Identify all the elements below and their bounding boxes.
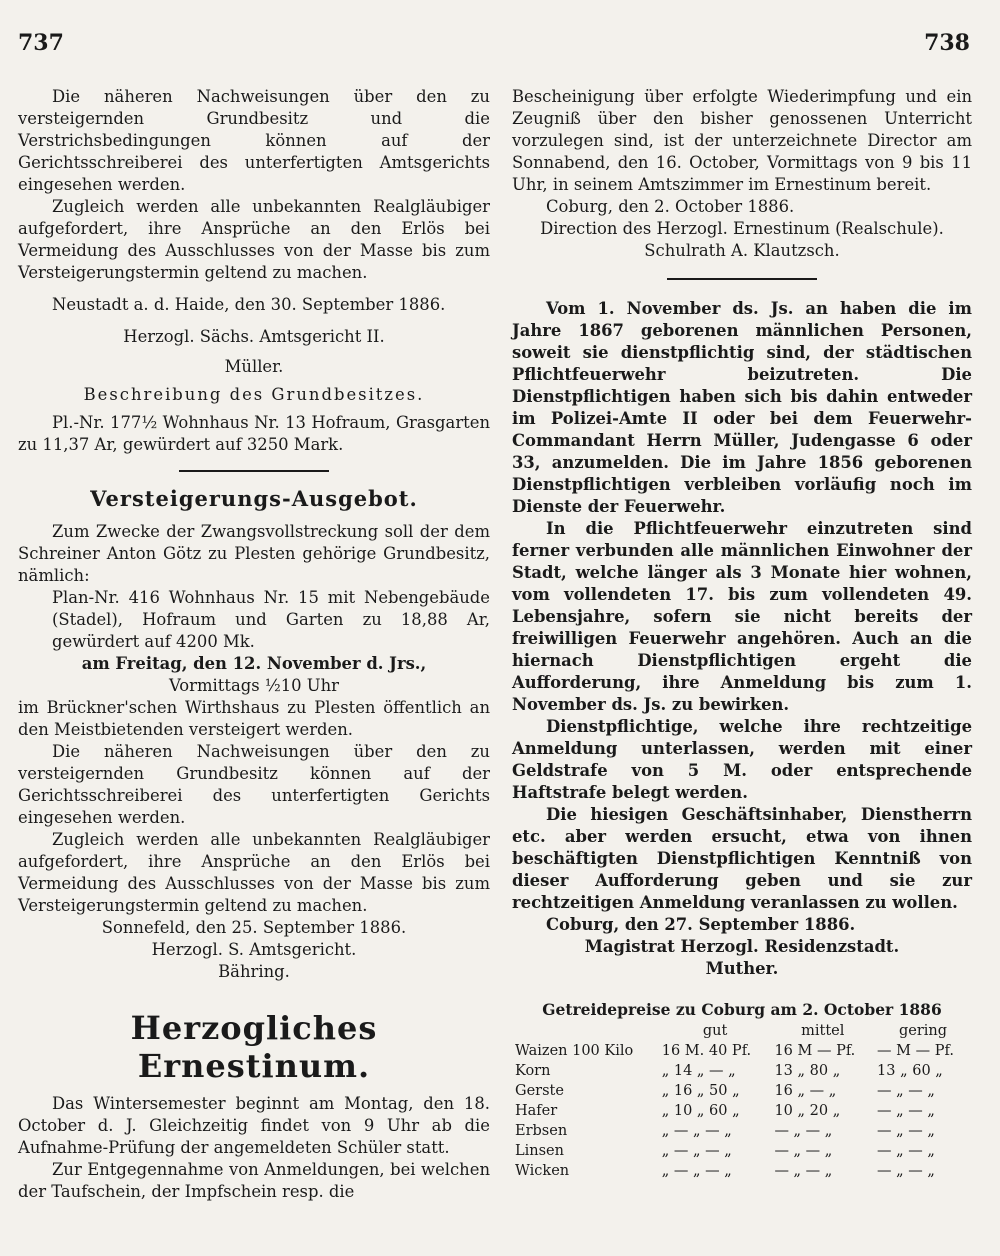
divider bbox=[179, 470, 329, 472]
divider bbox=[667, 278, 817, 280]
grain-name: Waizen 100 Kilo bbox=[515, 1043, 634, 1059]
notice2-item: Plan-Nr. 416 Wohnhaus Nr. 15 mit Nebengebäude (Stadel), Hofraum und Garten zu 18,88 Ar, gewürdert auf 4200 Mk. bbox=[52, 588, 490, 651]
firebrigade-paragraph: In die Pflichtfeuerwehr einzutreten sind ferner verbunden alle männlichen Einwohner der Stadt, welche länger als 3 Monate hier wohnen, vom vollendeten 17. bis zum vollendeten 49. Lebensjahre, sofern sie nicht bereits der freiwilligen Feuerwehr angehören. Auch an die hiernach Dienstpflichtigen ergeht die Aufforderung, ihre Anmeldung bis zum 1. November ds. Js. zu bewirken. bbox=[512, 519, 972, 714]
price-gering: — „ — „ bbox=[877, 1143, 935, 1159]
notice1-paragraph: Die näheren Nachweisungen über den zu versteigernden Grundbesitz und die Verstrichsbedingungen können auf der Gerichtsschreiberei des unterfertigten Amtsgerichts eingesehen werden. bbox=[18, 87, 490, 194]
notice2-signature: Bähring. bbox=[218, 962, 290, 981]
price-gut: „ — „ — „ bbox=[661, 1163, 732, 1179]
price-gut: „ 10 „ 60 „ bbox=[661, 1103, 740, 1119]
notice2-paragraph: im Brückner'schen Wirthshaus zu Plesten öffentlich an den Meistbietenden versteigert werden. bbox=[18, 698, 490, 739]
notice1-signature: Müller. bbox=[224, 357, 284, 376]
price-mittel: — „ — „ bbox=[774, 1163, 833, 1179]
notice1-court: Herzogl. Sächs. Amtsgericht II. bbox=[123, 327, 385, 346]
price-gering: — „ — „ bbox=[877, 1103, 935, 1119]
price-gering: — „ — „ bbox=[877, 1163, 935, 1179]
price-gut: „ 14 „ — „ bbox=[661, 1063, 736, 1079]
notice1-paragraph: Zugleich werden alle unbekannten Realgläubiger aufgefordert, ihre Ansprüche an den Erlös bei Vermeidung des Ausschlusses von der Masse bis zum Versteigerungstermin geltend zu machen. bbox=[18, 197, 490, 282]
column-header: gering bbox=[898, 1023, 948, 1039]
column-header: mittel bbox=[801, 1023, 845, 1039]
price-mittel: — „ — „ bbox=[774, 1143, 833, 1159]
page-number-right: 738 bbox=[924, 30, 970, 56]
ernestinum-direction: Direction des Herzogl. Ernestinum (Realschule). bbox=[540, 219, 944, 238]
price-gut: „ 16 „ 50 „ bbox=[661, 1083, 740, 1099]
ernestinum-paragraph: Das Wintersemester beginnt am Montag, den 18. October d. J. Gleichzeitig findet von 9 Uhr ab die Aufnahme-Prüfung der angemeldeten Schüler statt. bbox=[18, 1094, 490, 1157]
firebrigade-paragraph: Vom 1. November ds. Js. an haben die im Jahre 1867 geborenen männlichen Personen, soweit sie dienstpflichtig sind, der städtischen Pflichtfeuerwehr beizutreten. Die Dienstpflichtigen haben sich bis dahin entweder im Polizei-Amte II oder bei dem Feuerwehr-Commandant Herrn Müller, Judengasse 6 oder 33, anzumelden. Die im Jahre 1856 geborenen Dienstpflichtigen verbleiben vorläufig noch im Dienste der Feuerwehr. bbox=[512, 299, 972, 516]
ernestinum-place-date: Coburg, den 2. October 1886. bbox=[546, 197, 795, 216]
notice1-description-heading: Beschreibung des Grundbesitzes. bbox=[83, 385, 425, 404]
notice2-title: Versteigerungs-Ausgebot. bbox=[90, 486, 418, 511]
table-row bbox=[512, 1121, 972, 1141]
grain-name: Gerste bbox=[515, 1083, 564, 1099]
notice2-time: Vormittags ½10 Uhr bbox=[168, 676, 340, 695]
column-header: gut bbox=[702, 1023, 728, 1039]
ernestinum-paragraph-continued: Bescheinigung über erfolgte Wiederimpfung und ein Zeugniß über den bisher genossenen Unterricht vorzulegen sind, ist der unterzeichnete Director am Sonnabend, den 16. October, Vormittags von 9 bis 11 Uhr, in seinem Amtszimmer im Ernestinum bereit. bbox=[512, 87, 972, 194]
notice2-paragraph: Die näheren Nachweisungen über den zu versteigernden Grundbesitz können auf der Gerichtsschreiberei des unterfertigten Gerichts eingesehen werden. bbox=[18, 742, 490, 827]
notice2-paragraph: Zum Zwecke der Zwangsvollstreckung soll der dem Schreiner Anton Götz zu Plesten gehörige Grundbesitz, nämlich: bbox=[18, 522, 490, 585]
price-gering: 13 „ 60 „ bbox=[877, 1063, 943, 1079]
ernestinum-paragraph: Zur Entgegennahme von Anmeldungen, bei welchen der Taufschein, der Impfschein resp. die bbox=[18, 1160, 490, 1201]
price-mittel: 10 „ 20 „ bbox=[774, 1103, 841, 1119]
grain-name: Wicken bbox=[515, 1163, 570, 1179]
price-gering: — „ — „ bbox=[877, 1083, 935, 1099]
notice2-paragraph: Zugleich werden alle unbekannten Realgläubiger aufgefordert, ihre Ansprüche an den Erlös bei Vermeidung des Ausschlusses von der Masse bis zum Versteigerungstermin geltend zu machen. bbox=[18, 830, 490, 915]
firebrigade-place-date: Coburg, den 27. September 1886. bbox=[546, 915, 856, 934]
table-row bbox=[512, 1061, 972, 1081]
price-gut: „ — „ — „ bbox=[661, 1123, 732, 1139]
grain-prices-title: Getreidepreise zu Coburg am 2. October 1886 bbox=[542, 1000, 942, 1019]
right-column bbox=[512, 86, 972, 1181]
table-row bbox=[512, 1141, 972, 1161]
ernestinum-signature: Schulrath A. Klautzsch. bbox=[644, 241, 840, 260]
price-gut: „ — „ — „ bbox=[661, 1143, 732, 1159]
grain-name: Erbsen bbox=[515, 1123, 568, 1139]
firebrigade-paragraph: Dienstpflichtige, welche ihre rechtzeitige Anmeldung unterlassen, werden mit einer Geldstrafe von 5 M. oder entsprechende Haftstrafe belegt werden. bbox=[512, 717, 972, 802]
firebrigade-authority: Magistrat Herzogl. Residenzstadt. bbox=[584, 937, 900, 956]
page-number-left: 737 bbox=[18, 30, 64, 56]
notice2-court: Herzogl. S. Amtsgericht. bbox=[151, 940, 357, 959]
grain-prices-table bbox=[512, 1021, 972, 1181]
price-mittel: — „ — „ bbox=[774, 1123, 833, 1139]
price-mittel: 16 M — Pf. bbox=[774, 1043, 856, 1059]
left-column bbox=[18, 86, 490, 1203]
price-gering: — „ — „ bbox=[877, 1123, 935, 1139]
firebrigade-signature: Muther. bbox=[705, 959, 779, 978]
price-gering: — M — Pf. bbox=[877, 1043, 954, 1059]
price-mittel: 13 „ 80 „ bbox=[774, 1063, 841, 1079]
notice2-date: am Freitag, den 12. November d. Jrs., bbox=[81, 654, 427, 673]
ernestinum-title: Herzogliches Ernestinum. bbox=[130, 1009, 378, 1085]
price-gut: 16 M. 40 Pf. bbox=[661, 1043, 752, 1059]
notice1-place-date: Neustadt a. d. Haide, den 30. September 1886. bbox=[52, 295, 446, 314]
grain-name: Linsen bbox=[515, 1143, 564, 1159]
notice2-place-date: Sonnefeld, den 25. September 1886. bbox=[101, 918, 407, 937]
grain-prices-header bbox=[512, 1021, 972, 1041]
grain-name: Hafer bbox=[515, 1103, 558, 1119]
table-row bbox=[512, 1041, 972, 1061]
table-row bbox=[512, 1161, 972, 1181]
firebrigade-paragraph: Die hiesigen Geschäftsinhaber, Dienstherrn etc. aber werden ersucht, etwa von ihnen beschäftigten Dienstpflichtigen Kenntniß von dieser Aufforderung geben und sie zur rechtzeitigen Anmeldung veranlassen zu wollen. bbox=[512, 805, 972, 912]
price-mittel: 16 „ — „ bbox=[774, 1083, 837, 1099]
grain-name: Korn bbox=[515, 1063, 551, 1079]
table-row bbox=[512, 1101, 972, 1121]
table-row bbox=[512, 1081, 972, 1101]
notice1-description: Pl.-Nr. 177½ Wohnhaus Nr. 13 Hofraum, Grasgarten zu 11,37 Ar, gewürdert auf 3250 Mark. bbox=[18, 413, 490, 454]
